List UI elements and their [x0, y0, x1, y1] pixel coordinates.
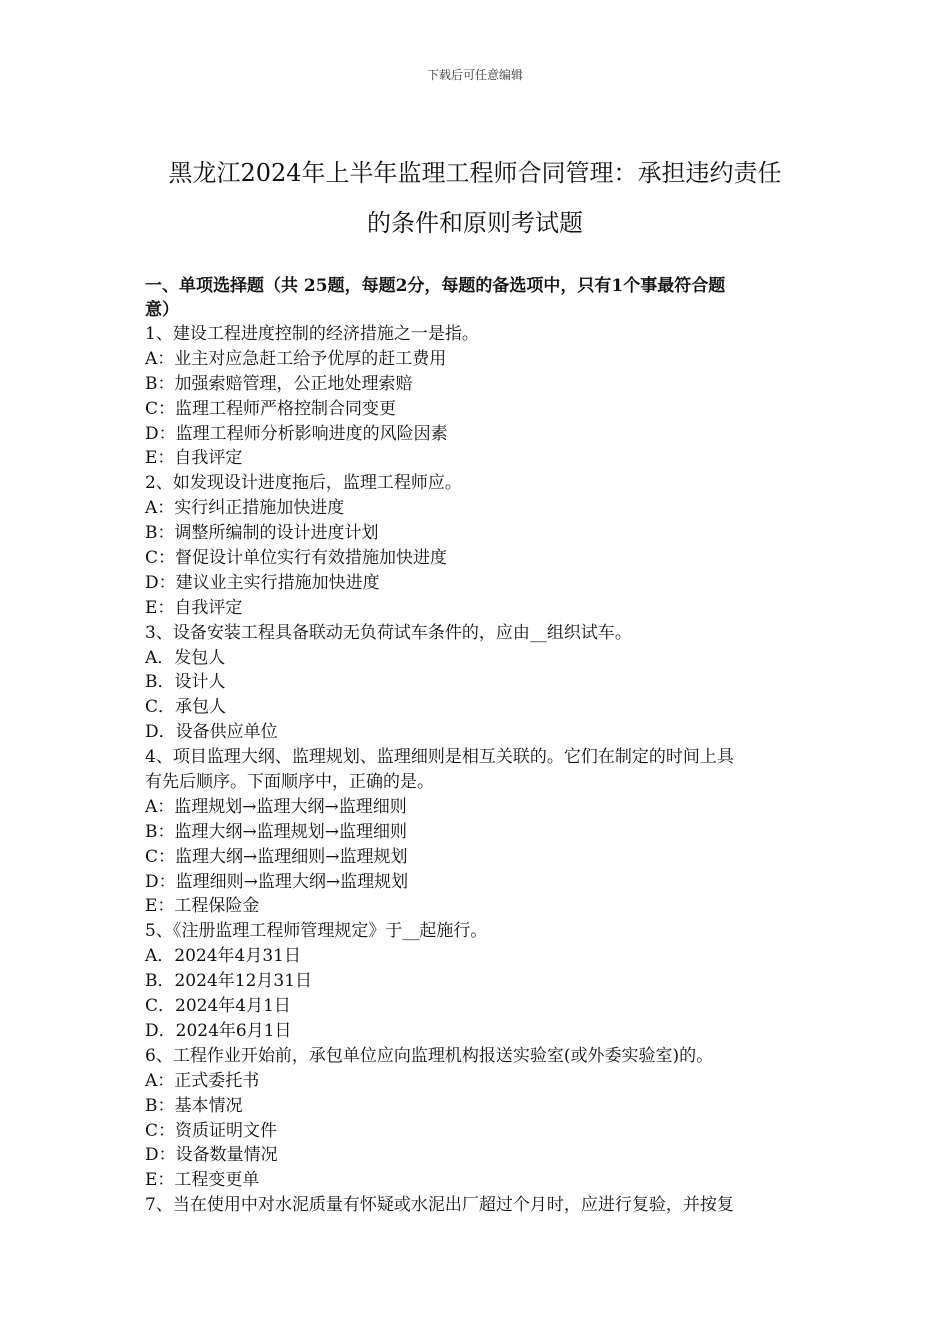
text-line: A：业主对应急赶工给予优厚的赶工费用 — [145, 348, 447, 369]
header-note: 下载后可任意编辑 — [426, 68, 523, 82]
section-heading — [145, 274, 815, 322]
text-line: C．2024年4月1日 — [145, 996, 291, 1017]
text-line: B：调整所编制的设计进度计划 — [145, 523, 379, 544]
text-line: C：资质证明文件 — [145, 1120, 278, 1141]
section-heading-line-2: 意） — [145, 300, 179, 320]
text-line: A．2024年4月31日 — [145, 946, 301, 967]
text-line: E：工程变更单 — [145, 1170, 260, 1191]
question-list — [145, 322, 815, 1218]
text-line: B：加强索赔管理，公正地处理索赔 — [145, 373, 413, 394]
text-line: A．发包人 — [145, 647, 226, 668]
text-line: B．设计人 — [145, 672, 226, 693]
text-line: C：督促设计单位实行有效措施加快进度 — [145, 548, 448, 569]
text-line: 1、建设工程进度控制的经济措施之一是指。 — [145, 324, 479, 344]
text-line: A：监理规划→监理大纲→监理细则 — [145, 796, 407, 817]
text-line: B．2024年12月31日 — [145, 971, 313, 992]
section-heading-line-1: 一、单项选择题（共 25题，每题2分，每题的备选项中，只有1个事最符合题 — [145, 276, 726, 296]
text-line: 3、设备安装工程具备联动无负荷试车条件的，应由__组织试车。 — [145, 622, 632, 643]
text-line: D：监理工程师分析影响进度的风险因素 — [145, 423, 448, 444]
text-line: E：工程保险金 — [145, 896, 260, 917]
text-line: B：基本情况 — [145, 1095, 243, 1116]
text-line: E：自我评定 — [145, 597, 243, 618]
text-line: B：监理大纲→监理规划→监理细则 — [145, 821, 407, 842]
text-line: A：正式委托书 — [145, 1070, 260, 1091]
text-line: 4、项目监理大纲、监理规划、监理细则是相互关联的。它们在制定的时间上具 — [145, 747, 734, 768]
text-line: A：实行纠正措施加快进度 — [145, 498, 345, 519]
text-line: D：设备数量情况 — [145, 1145, 278, 1166]
text-line: 2、如发现设计进度拖后，监理工程师应。 — [145, 473, 462, 494]
document-title-line-2: 的条件和原则考试题 — [367, 209, 583, 237]
text-line: C：监理大纲→监理细则→监理规划 — [145, 846, 408, 867]
text-line: E：自我评定 — [145, 448, 243, 469]
text-line: 有先后顺序。下面顺序中，正确的是。 — [145, 772, 434, 793]
text-line: 6、工程作业开始前，承包单位应向监理机构报送实验室(或外委实验室)的。 — [145, 1045, 714, 1066]
text-line: 7、当在使用中对水泥质量有怀疑或水泥出厂超过个月时，应进行复验，并按复 — [145, 1195, 734, 1216]
text-line: 5、《注册监理工程师管理规定》于__起施行。 — [145, 921, 488, 942]
text-line: D．设备供应单位 — [145, 722, 278, 743]
text-line: C．承包人 — [145, 697, 227, 718]
text-line: C：监理工程师严格控制合同变更 — [145, 398, 397, 419]
text-line: D．2024年6月1日 — [145, 1020, 292, 1041]
text-line: D：建议业主实行措施加快进度 — [145, 572, 380, 593]
document-title-line-1: 黑龙江2024年上半年监理工程师合同管理：承担违约责任 — [168, 159, 782, 187]
text-line: D：监理细则→监理大纲→监理规划 — [145, 871, 409, 892]
document-title — [140, 148, 810, 248]
